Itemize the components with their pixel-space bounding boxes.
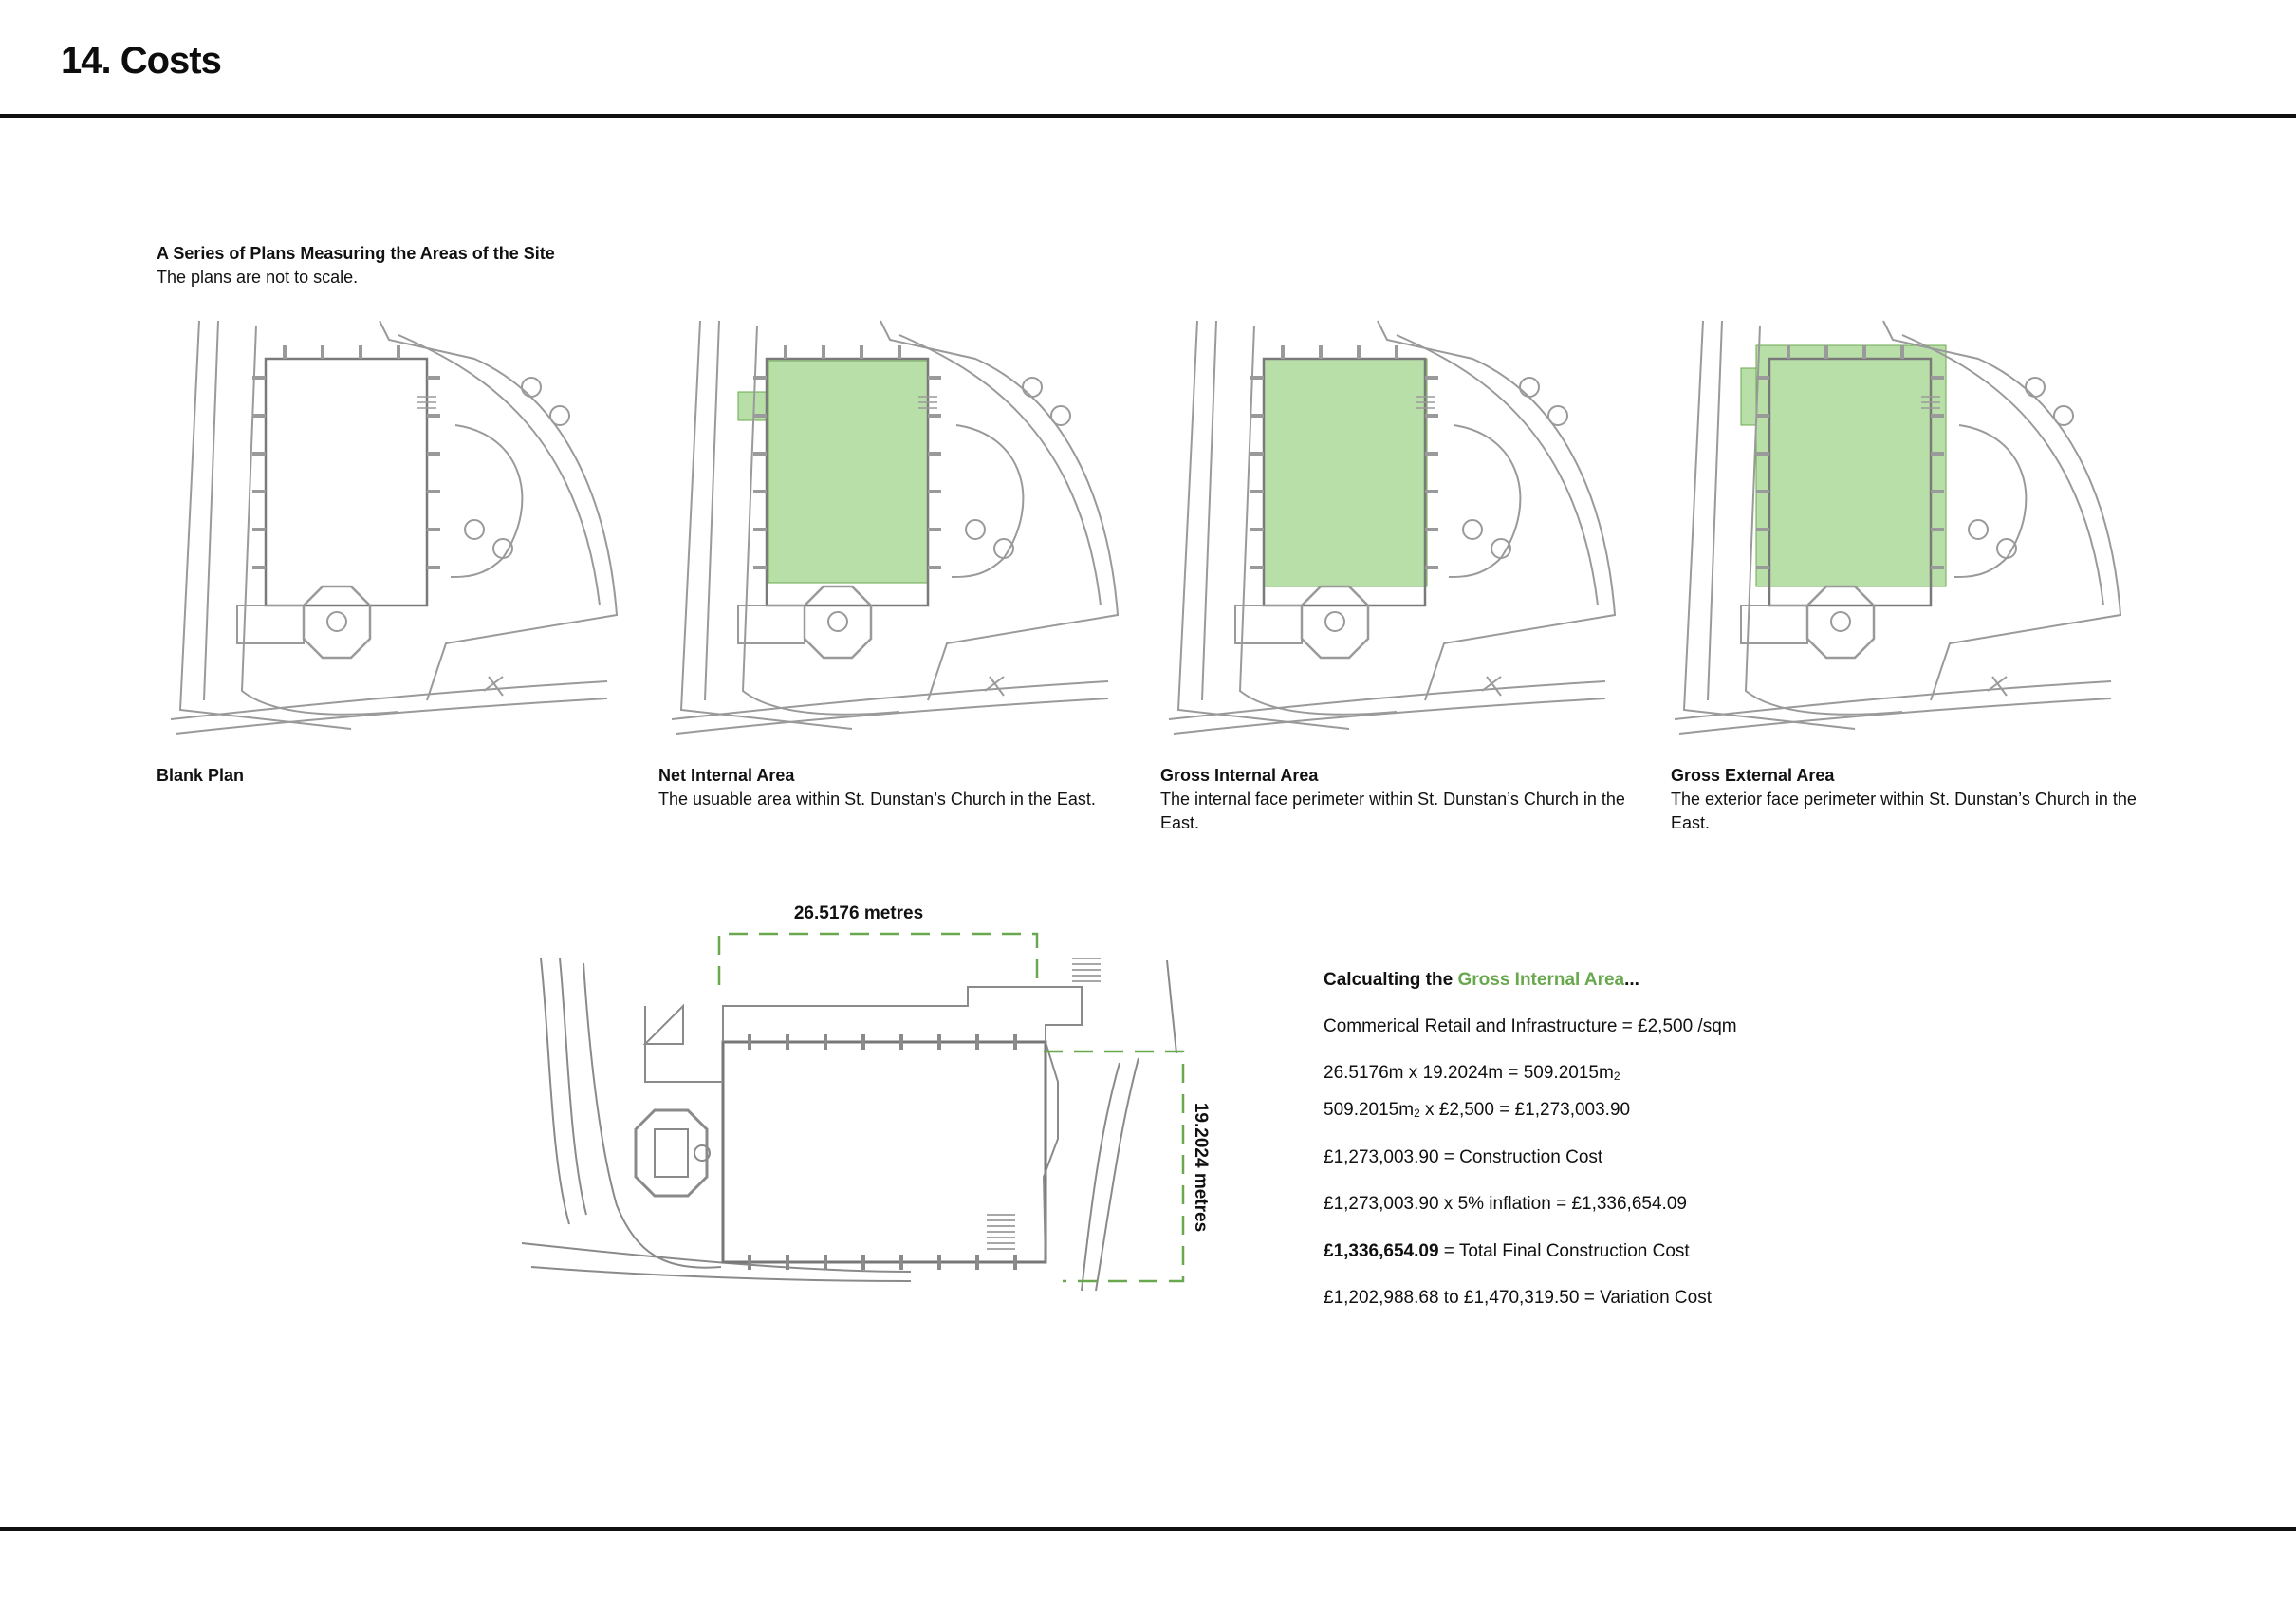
- calc-heading: [1324, 970, 1639, 991]
- intro-heading: A Series of Plans Measuring the Areas of the Site: [157, 244, 555, 263]
- site-plan-drawing: [1665, 302, 2139, 738]
- calc-heading-suffix: ...: [1624, 970, 1639, 990]
- caption-description: The internal face perimeter within St. Dunstan’s Church in the East.: [1160, 790, 1625, 832]
- calc-heading-highlight: Gross Internal Area: [1457, 970, 1625, 990]
- dimension-width-label: 26.5176 metres: [793, 903, 924, 923]
- calc-cost-area: 509.2015m: [1324, 1100, 1415, 1120]
- caption-gross-external-area: [1671, 764, 2164, 835]
- dimension-height-label: 19.2024 metres: [1191, 1102, 1211, 1233]
- site-plan-drawing: [662, 302, 1137, 738]
- plan-gross-external-area: [1665, 302, 2139, 738]
- calc-cost-unit: 2: [1414, 1107, 1420, 1120]
- caption-blank-plan: [157, 764, 612, 788]
- calc-cost-result: x £2,500 = £1,273,003.90: [1419, 1100, 1631, 1120]
- caption-description: The usuable area within St. Dunstan’s Church in the East.: [658, 790, 1096, 809]
- intro-block: [157, 242, 555, 289]
- caption-title: Gross External Area: [1671, 766, 1835, 785]
- caption-title: Blank Plan: [157, 766, 245, 785]
- calc-area-line: [1324, 1063, 1620, 1084]
- calc-heading-prefix: Calcualting the: [1324, 970, 1458, 990]
- header-divider: [0, 114, 2296, 118]
- footer-divider: [0, 1527, 2296, 1531]
- calc-rate-line: Commerical Retail and Infrastructure = £2,500 /sqm: [1324, 1016, 1737, 1036]
- caption-net-internal-area: [658, 764, 1142, 811]
- calc-variation-line: £1,202,988.68 to £1,470,319.50 = Variation Cost: [1324, 1288, 1712, 1308]
- caption-title: Gross Internal Area: [1160, 766, 1319, 785]
- plan-gross-internal-area: [1159, 302, 1634, 738]
- calc-inflation-line: £1,273,003.90 x 5% inflation = £1,336,654.09: [1324, 1194, 1687, 1214]
- caption-gross-internal-area: [1160, 764, 1654, 835]
- page-title: 14. Costs: [61, 40, 221, 82]
- plan-net-internal-area: [662, 302, 1137, 738]
- site-plan-drawing: [1159, 302, 1634, 738]
- measured-plan: [512, 892, 1252, 1329]
- plan-blank: [161, 302, 636, 738]
- caption-description: The exterior face perimeter within St. Dunstan’s Church in the East.: [1671, 790, 2137, 832]
- calc-total-suffix: = Total Final Construction Cost: [1438, 1241, 1690, 1261]
- calc-area-text: 26.5176m x 19.2024m = 509.2015m: [1324, 1063, 1614, 1083]
- calc-area-unit: 2: [1613, 1070, 1620, 1083]
- measured-plan-drawing: [512, 892, 1252, 1329]
- calc-cost-line: [1324, 1100, 1630, 1121]
- calc-total-line: [1324, 1241, 1690, 1262]
- calc-total-value: £1,336,654.09: [1324, 1241, 1439, 1261]
- site-plan-drawing: [161, 302, 636, 738]
- calc-construction-line: £1,273,003.90 = Construction Cost: [1324, 1147, 1603, 1167]
- intro-note: The plans are not to scale.: [157, 268, 359, 287]
- caption-title: Net Internal Area: [658, 766, 795, 785]
